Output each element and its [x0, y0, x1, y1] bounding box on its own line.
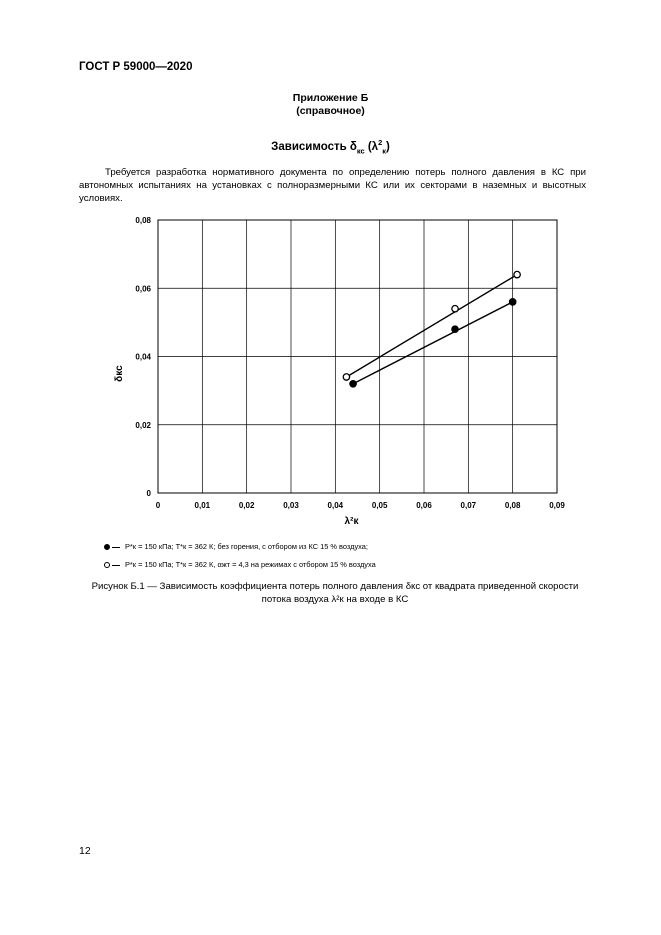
appendix-title: [0, 92, 661, 118]
x-tick-label: 0,01: [194, 501, 211, 510]
data-point: [350, 381, 356, 387]
y-tick-label: 0,04: [135, 352, 151, 362]
document-code: ГОСТ Р 59000—2020: [79, 61, 193, 73]
series-fit-line: [346, 275, 517, 377]
data-point: [509, 299, 515, 305]
legend-text: P*к = 150 кПа; T*к = 362 К; без горения, с отбором из КС 15 % воздуха;: [125, 542, 368, 552]
y-tick-label: 0,08: [135, 216, 151, 225]
x-tick-label: 0,07: [460, 501, 477, 510]
intro-paragraph: [79, 166, 586, 205]
x-tick-label: 0,05: [371, 501, 388, 510]
open-circle-marker-icon: [104, 562, 110, 568]
y-tick-label: 0: [146, 489, 151, 498]
chart: [100, 208, 570, 538]
legend-text: P*к = 150 кПа; T*к = 362 К, αжт = 4,3 на режимах с отбором 15 % воздуха: [125, 560, 376, 570]
x-tick-label: 0,04: [327, 501, 344, 510]
appendix-type: (справочное): [296, 105, 365, 117]
x-tick-label: 0,03: [283, 501, 299, 510]
filled-circle-marker-icon: [104, 544, 110, 550]
x-tick-label: 0,09: [549, 501, 565, 510]
x-tick-label: 0,06: [416, 501, 432, 510]
page-number: 12: [79, 845, 91, 857]
data-point: [514, 271, 520, 277]
series-filled: [350, 299, 516, 387]
y-tick-label: 0,06: [135, 284, 151, 294]
x-tick-label: 0,02: [238, 501, 255, 510]
y-axis-label: δкс: [114, 365, 125, 382]
legend-item-open: [104, 560, 376, 570]
legend-dash: [112, 565, 120, 566]
x-tick-label: 0: [155, 501, 161, 510]
heading-main: Зависимость δ: [271, 141, 357, 153]
appendix-label: Приложение Б: [292, 92, 369, 104]
heading-sub: кс: [356, 146, 365, 156]
y-tick-label: 0,02: [135, 420, 151, 430]
data-point: [452, 306, 458, 312]
heading-arg: (λ: [364, 141, 379, 153]
data-point: [452, 326, 458, 332]
legend-item-filled: [104, 542, 368, 552]
legend-dash: [112, 547, 120, 548]
series-open: [343, 271, 520, 380]
x-axis-label: λ²к: [344, 516, 359, 527]
figure-caption: Рисунок Б.1 — Зависимость коэффициента потерь полного давления δкс от квадрата приведенной скорости потока воздуха λ²к на входе в КС: [91, 581, 579, 605]
heading-arg-sub: к: [382, 146, 386, 156]
section-heading: [0, 138, 661, 156]
data-point: [343, 374, 349, 380]
intro-text: Требуется разработка нормативного документа по определению потерь полного давления в КС при автономных испытаниях на установках с полноразмерными КС или их секторами в наземных и высотных условиях.: [79, 167, 586, 204]
heading-arg-sup: 2: [378, 138, 383, 148]
heading-close: ): [385, 141, 390, 153]
x-tick-label: 0,08: [504, 501, 521, 510]
series-fit-line: [353, 302, 513, 384]
